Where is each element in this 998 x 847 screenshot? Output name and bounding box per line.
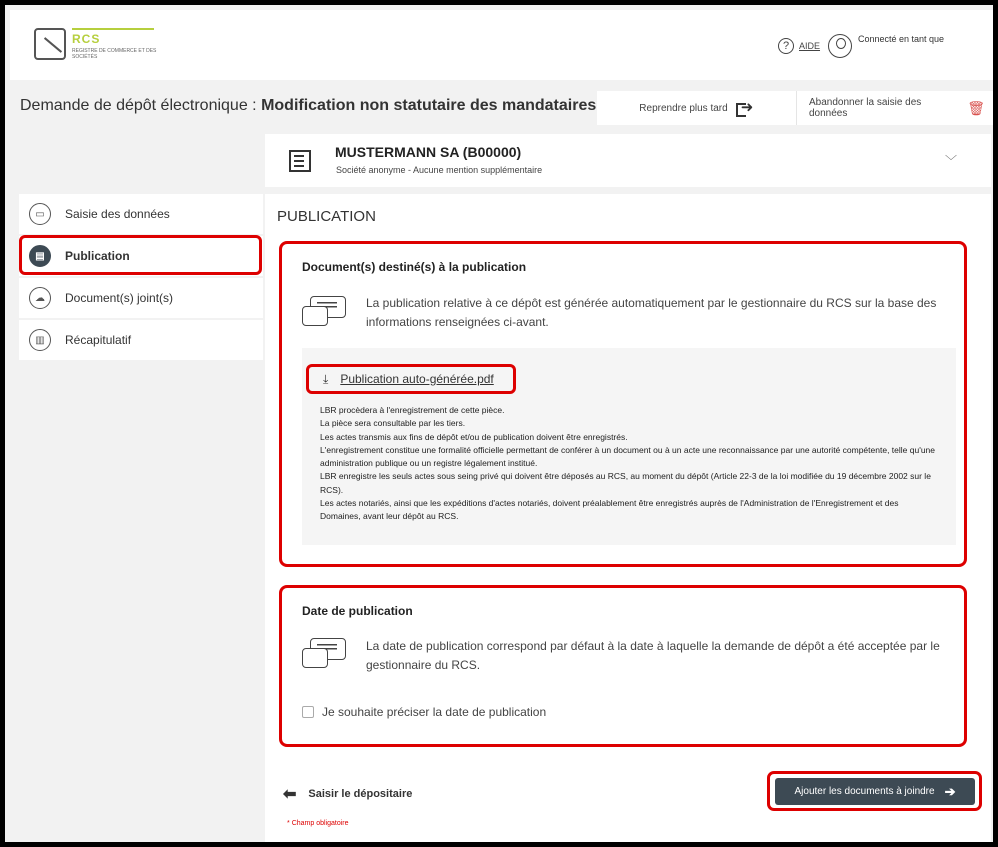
arrow-right-icon: ➔ [944,783,956,799]
sidebar [19,194,263,362]
highlight-publication [19,235,262,275]
sidebar-item-recap[interactable] [19,320,263,360]
abandon-label: Abandonner la saisie des données [809,97,922,119]
legal-line: Les actes transmis aux fins de dépôt et/ou de publication doivent être enregistrés. [320,431,628,442]
next-button[interactable] [775,778,975,805]
docs-info: La publication relative à ce dépôt est générée automatiquement par le gestionnaire du RCS sur la base des informations renseignées ci-avant. [366,296,937,329]
rcs-logo[interactable] [34,22,164,68]
exit-arrow-icon [736,101,754,115]
sidebar-item-label: Saisie des données [65,207,170,221]
chevron-down-icon[interactable]: ﹀ [945,154,958,168]
logo-name: RCS [72,32,101,46]
sidebar-item-label: Document(s) joint(s) [65,291,174,305]
sidebar-item-label: Publication [65,249,130,263]
cloud-upload-icon: ☁ [29,287,51,309]
chat-bubbles-icon [302,296,348,332]
title-prefix: Demande de dépôt électronique : [20,97,262,114]
section-title: PUBLICATION [277,208,376,225]
sidebar-item-saisie[interactable] [19,194,263,234]
help-link[interactable] [778,38,820,54]
main-panel [265,194,991,846]
date-info: La date de publication correspond par défaut à la date à laquelle la demande de dépôt a été acceptée par le gestionnaire du RCS. [366,639,940,672]
top-header [10,10,998,80]
required-note: * Champ obligatoire [287,820,349,827]
specify-date-option[interactable] [302,705,546,719]
download-link[interactable] [306,364,516,394]
legal-line: LBR enregistre les seuls actes sous seing privé qui doivent être déposés au RCS, au moment du dépôt (Article 22-3 de la loi modifiée du 19 décembre 2002 sur le RCS). [320,471,931,495]
clipboard-icon: ▥ [29,329,51,351]
help-label[interactable]: AIDE [799,41,821,51]
publication-documents-card [279,241,967,567]
title-bold: Modification non statutaire des mandataires [261,97,597,114]
abandon-button[interactable] [797,91,997,125]
legal-line: LBR procèdera à l'enregistrement de cette pièce. [320,405,505,415]
title-bar [10,80,998,132]
date-heading: Date de publication [302,604,413,618]
docs-heading: Document(s) destiné(s) à la publication [302,260,527,274]
building-icon [289,150,311,172]
form-icon: ▭ [29,203,51,225]
file-link[interactable]: Publication auto-générée.pdf [340,372,494,386]
newspaper-icon: ▤ [29,245,51,267]
back-label: Saisir le dépositaire [308,788,413,800]
trash-icon: 🗑 [967,99,985,116]
title-actions [597,91,997,125]
user-icon [828,34,852,58]
docs-detail-panel [302,348,956,545]
arrow-left-icon: ⬅ [283,786,297,803]
resume-later-label: Reprendre plus tard [639,102,728,114]
chat-bubbles-icon [302,638,348,674]
back-button[interactable] [283,784,412,804]
legal-line: L'enregistrement constitue une formalité officielle permettant de conférer à un document ou à un acte une reconnaissance par une autorité compétente, telle qu'une administration publique ou un registre légalement institué. [320,444,936,469]
question-icon: ? [778,38,794,54]
legal-text [320,404,940,524]
resume-later-button[interactable] [597,91,797,125]
sidebar-item-label: Récapitulatif [65,333,132,347]
publication-date-card [279,585,967,747]
next-label: Ajouter les documents à joindre [794,786,935,797]
legal-line: La pièce sera consultable par les tiers. [320,418,466,429]
specify-date-checkbox[interactable] [302,706,314,718]
company-subtitle: Société anonyme - Aucune mention supplémentaire [336,165,543,175]
page-title [20,97,596,115]
logo-mark-icon [34,28,66,60]
legal-line: Les actes notariés, ainsi que les expéditions d'actes notariés, doivent préalablement être enregistrés auprès de l'Administration de l'Enregistrement et des Domaines, avant leur dépôt au RCS. [320,498,899,522]
user-label: Connecté en tant que [858,34,945,44]
checkbox-label: Je souhaite préciser la date de publication [322,705,547,719]
company-name: MUSTERMANN SA (B00000) [335,144,522,160]
company-card[interactable] [265,134,991,187]
required-note-text: Champ obligatoire [291,820,349,827]
logo-subtitle: REGISTRE DE COMMERCE ET DES SOCIÉTÉS [72,48,157,60]
user-menu[interactable] [828,34,944,58]
download-icon: ⤓ [323,371,329,386]
sidebar-item-documents[interactable] [19,278,263,318]
